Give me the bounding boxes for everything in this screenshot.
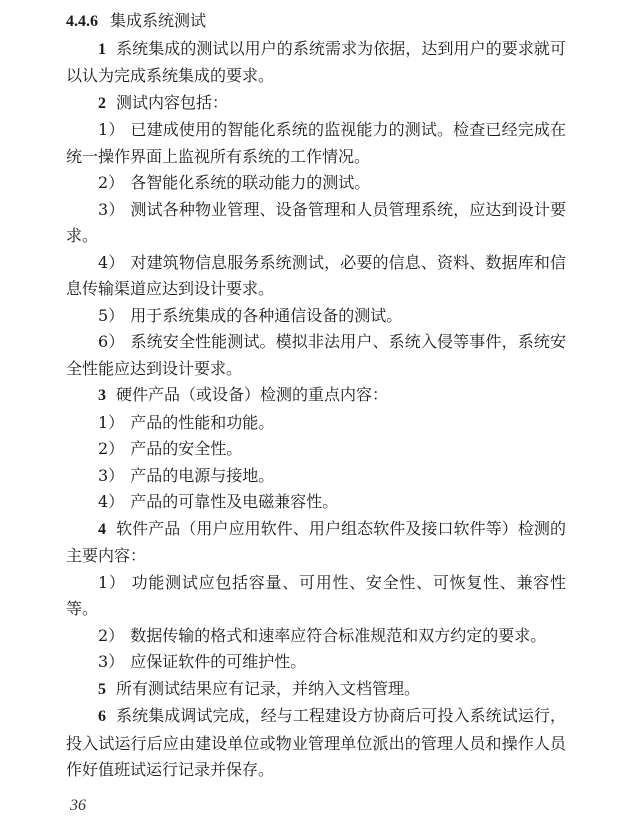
- paragraph-text: 软件产品（用户应用软件、用户组态软件及接口软件等）检测的主要内容：: [66, 518, 566, 565]
- paragraph-number: 2: [98, 94, 106, 112]
- paragraph-number: 5: [98, 680, 106, 698]
- list-item-number: 1）: [98, 412, 125, 432]
- list-item: [66, 303, 566, 330]
- list-item-text: 数据传输的格式和速率应符合标准规范和双方约定的要求。: [130, 625, 547, 645]
- list-item-number: 2）: [98, 439, 125, 458]
- paragraph-text: 系统集成的测试以用户的系统需求为依据，达到用户的要求就可以认为完成系统集成的要求。: [66, 38, 566, 85]
- section-number: 4.4.6: [66, 13, 98, 30]
- list-item-number: 4）: [98, 252, 125, 272]
- list-item-number: 1）: [98, 120, 125, 139]
- paragraph-number: 3: [98, 387, 106, 404]
- list-item-text: 测试各种物业管理、设备管理和人员管理系统，应达到设计要求。: [66, 199, 566, 245]
- list-item-text: 用于系统集成的各种通信设备的测试。: [130, 305, 403, 325]
- list-item-number: 4）: [98, 492, 125, 511]
- list-item: [66, 117, 566, 170]
- list-item-text: 产品的电源与接地。: [130, 465, 275, 485]
- page-number: 36: [70, 797, 86, 814]
- list-item: [66, 197, 566, 250]
- section-title: 集成系统测试: [110, 11, 207, 30]
- paragraph-text: 所有测试结果应有记录，并纳入文档管理。: [116, 678, 421, 698]
- paragraph-6: [66, 703, 566, 784]
- document-body: [66, 8, 566, 784]
- list-item-number: 3）: [98, 465, 125, 485]
- list-item-text: 已建成使用的智能化系统的监视能力的测试。检查已经完成在统一操作界面上监视所有系统的工作情况。: [66, 120, 566, 166]
- list-item: [66, 329, 566, 382]
- paragraph-3: [66, 382, 566, 410]
- list-item-text: 功能测试应包括容量、可用性、安全性、可恢复性、兼容性等。: [66, 572, 566, 618]
- list-item-number: 3）: [98, 199, 125, 219]
- list-item: [66, 623, 566, 650]
- list-item-text: 产品的可靠性及电磁兼容性。: [130, 492, 339, 511]
- list-item-text: 应保证软件的可维护性。: [130, 652, 307, 671]
- list-item-number: 6）: [98, 332, 125, 351]
- paragraph-text: 测试内容包括：: [116, 92, 229, 112]
- paragraph-number: 4: [98, 520, 106, 538]
- list-item-text: 对建筑物信息服务系统测试，必要的信息、资料、数据库和信息传输渠道应达到设计要求。: [66, 252, 566, 298]
- list-item: [66, 489, 566, 516]
- paragraph-number: 1: [98, 40, 106, 58]
- paragraph-4: [66, 516, 566, 570]
- list-item: [66, 649, 566, 676]
- paragraph-text: 硬件产品（或设备）检测的重点内容：: [116, 385, 389, 404]
- list-item-number: 2）: [98, 625, 125, 645]
- section-heading: [66, 8, 566, 36]
- paragraph-1: [66, 36, 566, 90]
- list-item-number: 2）: [98, 173, 125, 192]
- list-item: [66, 410, 566, 437]
- list-item: [66, 570, 566, 623]
- paragraph-number: 6: [98, 708, 106, 725]
- list-item-number: 1）: [98, 572, 126, 592]
- list-item-text: 各智能化系统的联动能力的测试。: [130, 173, 371, 192]
- list-item-number: 3）: [98, 652, 125, 671]
- paragraph-text: 系统集成调试完成，经与工程建设方协商后可投入系统试运行，投入试运行后应由建设单位或物业管理单位派出的管理人员和操作人员作好值班试运行记录并保存。: [66, 706, 566, 779]
- list-item-text: 系统安全性能测试。模拟非法用户、系统入侵等事件，系统安全性能应达到设计要求。: [66, 332, 566, 378]
- list-item-text: 产品的性能和功能。: [130, 412, 275, 432]
- paragraph-5: [66, 676, 566, 704]
- list-item: [66, 250, 566, 303]
- list-item: [66, 170, 566, 197]
- paragraph-2: [66, 90, 566, 118]
- list-item-number: 5）: [98, 305, 125, 325]
- list-item-text: 产品的安全性。: [130, 439, 243, 458]
- list-item: [66, 436, 566, 463]
- list-item: [66, 463, 566, 490]
